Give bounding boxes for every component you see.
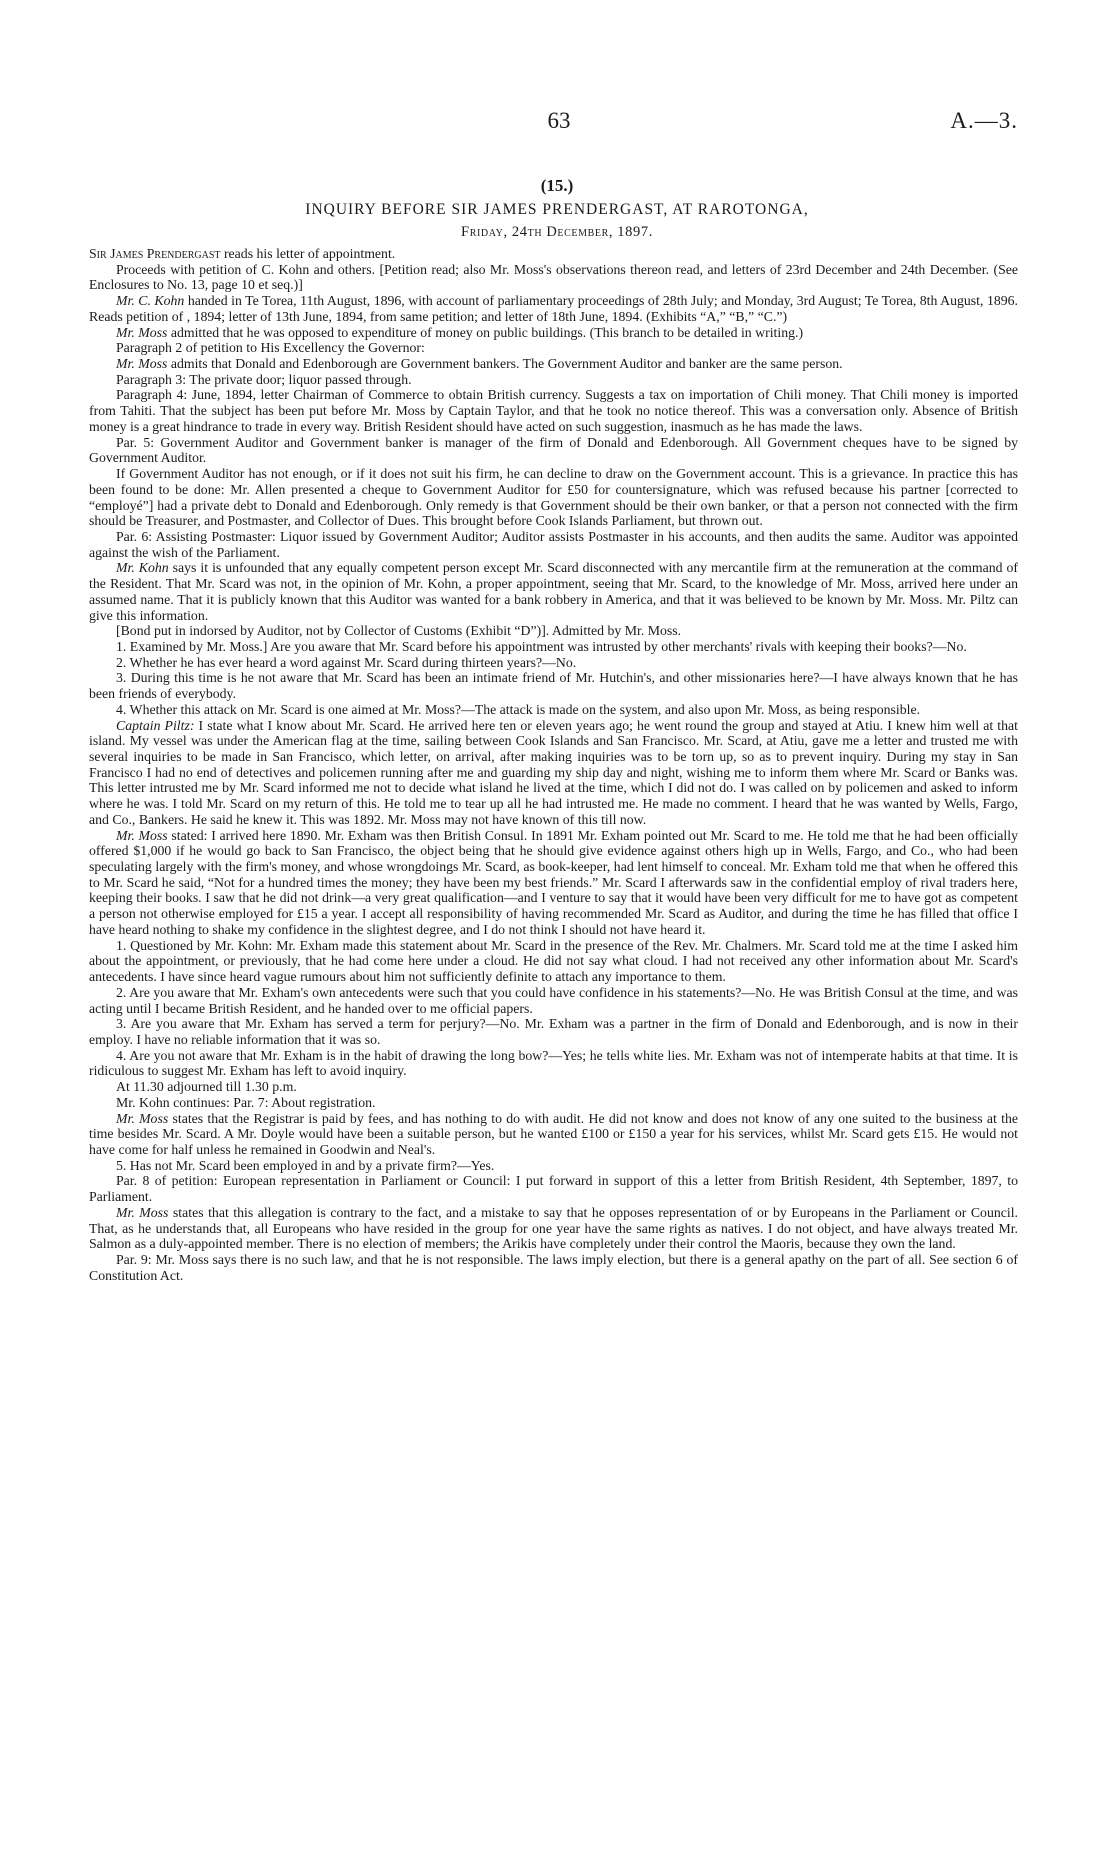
speaker-name: Captain Piltz: (116, 717, 195, 733)
speaker-name: Mr. Moss (116, 827, 168, 843)
paragraph: Mr. Moss admitted that he was opposed to expenditure of money on public buildings. (This branch to be detailed in writing.) (116, 324, 804, 340)
paragraph: Mr. Kohn continues: Par. 7: About registration. (116, 1094, 376, 1110)
page-number: 63 (547, 108, 571, 133)
speaker-name: Sir James Prendergast (89, 246, 221, 261)
paragraph: 5. Has not Mr. Scard been employed in and by a private firm?—Yes. (116, 1157, 495, 1173)
paragraph: 3. During this time is he not aware that Mr. Scard has been an intimate friend of Mr. Hutchin's, and other missionaries here?—I have always known that he has been friends of everybody. (89, 670, 1018, 702)
section-number: (15.) (540, 176, 574, 195)
paragraph: Mr. Moss admits that Donald and Edenborough are Government bankers. The Government Auditor and banker are the same person. (116, 356, 843, 372)
document-reference: A.—3. (950, 108, 1018, 133)
paragraph: Sir James Prendergast reads his letter of appointment. (89, 246, 396, 261)
speaker-name: Mr. Moss (116, 324, 168, 340)
speaker-name: Mr. Moss (116, 1204, 169, 1220)
paragraph: Mr. Kohn says it is unfounded that any equally competent person except Mr. Scard disconnected with any mercantile firm at the remuneration at the command of the Resident. That Mr. Scard was not, in the opinion of Mr. Kohn, a proper appointment, seeing that Mr. Scard, to the knowledge of Mr. Moss, arrived here under an assumed name. That it is publicly known that this Auditor was wanted for a bank robbery in America, and that it was believed to be known by Mr. Moss. Mr. Piltz can give this information. (89, 560, 1018, 623)
paragraph: Mr. Moss states that this allegation is contrary to the fact, and a mistake to say that he opposes representation of or by Europeans in the Parliament or Council. That, as he understands that, all Europeans who have resided in the group for one year have the same rights as natives. I do not object, and have always treated Mr. Salmon as a duly-appointed member. There is no election of members; the Arikis have completely under their control the Maoris, because they own the land. (89, 1204, 1018, 1252)
paragraph: Paragraph 2 of petition to His Excellency the Governor: (116, 340, 425, 356)
paragraph: 2. Are you aware that Mr. Exham's own antecedents were such that you could have confidence in his statements?—No. He was British Consul at the time, and was acting until I became British Resident, and he handed over to me official papers. (89, 984, 1018, 1016)
speaker-name: Mr. C. Kohn (116, 293, 185, 309)
paragraph: 4. Are you not aware that Mr. Exham is in the habit of drawing the long bow?—Yes; he tells white lies. Mr. Exham was not of intemperate habits at that time. It is ridiculous to suggest Mr. Exham has left to avoid inquiry. (89, 1047, 1018, 1079)
section-date: Friday, 24th December, 1897. (461, 224, 653, 240)
paragraph: Mr. Moss states that the Registrar is paid by fees, and has nothing to do with audit. He did not know and does not know of any one suited to the business at the time besides Mr. Scard. A Mr. Doyle would have been a suitable person, but he wanted £100 or £150 a year for his services, whilst Mr. Scard gets £15. He would not have come for half unless he remained in Goodwin and Neal's. (89, 1110, 1018, 1157)
paragraph: 2. Whether he has ever heard a word against Mr. Scard during thirteen years?—No. (116, 654, 577, 670)
paragraph: Par. 5: Government Auditor and Government banker is manager of the firm of Donald and Edenborough. All Government cheques have to be signed by Government Auditor. (89, 434, 1018, 466)
paragraph: [Bond put in indorsed by Auditor, not by Collector of Customs (Exhibit “D”)]. Admitted by Mr. Moss. (116, 623, 682, 639)
paragraph: 4. Whether this attack on Mr. Scard is one aimed at Mr. Moss?—The attack is made on the system, and also upon Mr. Moss, as being responsible. (116, 701, 921, 717)
paragraph: Par. 9: Mr. Moss says there is no such law, and that he is not responsible. The laws imply election, but there is a general apathy on the part of all. See section 6 of Constitution Act. (89, 1252, 1018, 1283)
speaker-name: Mr. Moss (116, 356, 168, 372)
speaker-name: Mr. Kohn (116, 560, 169, 576)
paragraph: Paragraph 3: The private door; liquor passed through. (116, 371, 412, 387)
paragraph: 3. Are you aware that Mr. Exham has served a term for perjury?—No. Mr. Exham was a partner in the firm of Donald and Edenborough, and is now in their employ. I have no reliable information that it was so. (89, 1016, 1018, 1047)
paragraph: Mr. C. Kohn handed in Te Torea, 11th August, 1896, with account of parliamentary proceedings of 28th July; and Monday, 3rd August; Te Torea, 8th August, 1896. Reads petition of , 1894; letter of 13th June, 1894, from same petition; and letter of 18th June, 1894. (Exhibits “A,” “B,” “C.”) (89, 293, 1018, 324)
paragraph: At 11.30 adjourned till 1.30 p.m. (116, 1079, 297, 1095)
speaker-name: Mr. Moss (116, 1110, 169, 1126)
paragraph: Mr. Moss stated: I arrived here 1890. Mr. Exham was then British Consul. In 1891 Mr. Exham pointed out Mr. Scard to me. He told me that he had been officially offered $1,000 if he would go back to San Francisco, the object being that he should give evidence against others high up in Wells, Fargo, and Co., who had been speculating largely with the firm's money, and whose wrongdoings Mr. Scard, as book-keeper, had lent himself to conceal. Mr. Exham told me that when he offered this to Mr. Scard he said, “Not for a hundred times the money; they have been my best friends.” Mr. Scard I afterwards saw in the confidential employ of rival traders here, keeping their books. I saw that he did not drink—a very great qualification—and I venture to say that it would have been very difficult for me to have got as competent a person not otherwise employed for £15 a year. I accept all responsibility of having recommended Mr. Scard as Auditor, and during the time he has filled that office I have heard nothing to shake my confidence in the slightest degree, and I do not think I should not have heard it. (89, 827, 1018, 937)
paragraph: Par. 8 of petition: European representation in Parliament or Council: I put forward in support of this a letter from British Resident, 4th September, 1897, to Parliament. (89, 1173, 1018, 1205)
paragraph: Proceeds with petition of C. Kohn and others. [Petition read; also Mr. Moss's observations thereon read, and letters of 23rd December and 24th December. (See Enclosures to No. 13, page 10 et seq.)] (89, 261, 1018, 293)
paragraph: Captain Piltz: I state what I know about Mr. Scard. He arrived here ten or eleven years ago; he went round the group and stayed at Atiu. I knew him well at that island. My vessel was under the American flag at the time, sailing between Cook Islands and San Francisco. Mr. Scard, at Atiu, gave me a letter and trusted me with several inquiries to be made in San Francisco, which letter, on arrival, after making inquiries was to be torn up, so as to prevent inquiry. During my stay in San Francisco I had no end of detectives and policemen running after me and guarding my ship day and night, wishing me to inform them where Mr. Scard or Banks was. This letter intrusted me by Mr. Scard informed me not to decide what island he lived at the time, which I did not do. I was called on by policemen and asked to inform where he was. I told Mr. Scard on my return of this. He told me to tear up all he had intrusted me. He made no comment. I heard that he was wanted by Wells, Fargo, and Co., Bankers. He said he knew it. This was 1892. Mr. Moss may not have known of this till now. (89, 717, 1018, 827)
paragraph: Par. 6: Assisting Postmaster: Liquor issued by Government Auditor; Auditor assists Postmaster in his accounts, and then audits the same. Auditor was appointed against the wish of the Parliament. (89, 528, 1018, 560)
document-body (89, 246, 1018, 1283)
paragraph: Paragraph 4: June, 1894, letter Chairman of Commerce to obtain British currency. Suggests a tax on importation of Chili money. That Chili money is imported from Tahiti. That the subject has been put before Mr. Moss by Captain Taylor, and that he took no notice thereof. This was a conversation only. Absence of British money is a great hindrance to trade in every way. British Resident should have acted on such suggestion, inasmuch as he has made the laws. (89, 387, 1018, 434)
paragraph: 1. Examined by Mr. Moss.] Are you aware that Mr. Scard before his appointment was intrusted by other merchants' rivals with keeping their books?—No. (116, 638, 967, 654)
paragraph: If Government Auditor has not enough, or if it does not suit his firm, he can decline to draw on the Government account. This is a grievance. In practice this has been found to be done: Mr. Allen presented a cheque to Government Auditor for £50 for countersignature, which was refused because his partner [corrected to “employé”] had a private debt to Donald and Edenborough. Only remedy is that Government should be their own banker, or that a person not connected with the firm should be Treasurer, and Postmaster, and Collector of Dues. This brought before Cook Islands Parliament, but thrown out. (89, 466, 1018, 529)
section-title: INQUIRY BEFORE SIR JAMES PRENDERGAST, AT RAROTONGA, (305, 201, 809, 218)
paragraph: 1. Questioned by Mr. Kohn: Mr. Exham made this statement about Mr. Scard in the presence of the Rev. Mr. Chalmers. Mr. Scard told me at the time I asked him about the appointment, or previously, that he had come here under a cloud. He did not say what cloud. I had not received any other information about Mr. Scard's antecedents. I have since heard vague rumours about him not sufficiently definite to attach any importance to them. (89, 937, 1018, 985)
